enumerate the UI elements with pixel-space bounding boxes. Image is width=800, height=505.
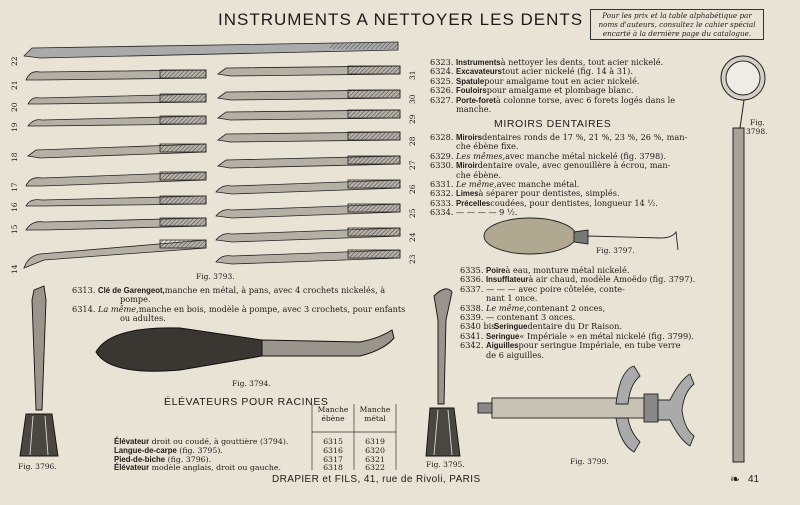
column-header-metal: Manche métal — [359, 405, 391, 423]
instrument-number: 15 — [10, 224, 19, 234]
dental-mirror-3798 — [721, 56, 768, 462]
list-item: 6337. — — — avec poire côtelée, conte- — [460, 283, 625, 294]
elevateurs-list — [114, 438, 288, 473]
instrument-number: 26 — [408, 184, 417, 194]
list-item: 6324. Excavateurs tout acier nickelé (fig. 14 à 31). — [430, 66, 633, 77]
figure-caption-3798-number: 3798. — [746, 127, 768, 136]
miroirs-list — [430, 133, 687, 218]
list-item: 6326. Fouloirs pour amalgame et plombage blanc. — [430, 85, 634, 96]
list-item: 6323. Instruments à nettoyer les dents, tout acier nickelé. — [430, 57, 664, 67]
column-ebene-values: 6315 6316 6317 6318 — [323, 437, 343, 473]
publisher-footer: DRAPIER et FILS, 41, rue de Rivoli, PARIS — [272, 474, 481, 485]
instrument-number: 18 — [10, 152, 19, 162]
list-item: 6325. Spatule pour amalgame tout en acier nickelé. — [430, 75, 640, 86]
list-item: 6327. Porte-foret à colonne torse, avec 6 forets logés dans le — [430, 94, 676, 105]
table-row: Élévateur modèle anglais, droit ou gauche. — [114, 463, 281, 473]
instrument-number: 23 — [408, 254, 417, 264]
instrument-number: 30 — [408, 94, 417, 104]
instrument-number: 22 — [10, 56, 19, 66]
figure-caption-3796: Fig. 3796. — [18, 462, 57, 471]
instrument-number: 19 — [10, 122, 19, 132]
list-item: pompe. — [120, 294, 151, 305]
list-item: 6332. Limes à séparer pour dentistes, simplés. — [430, 188, 620, 199]
list-item: 6338. Le même, contenant 2 onces, — [460, 302, 606, 313]
list-item: che ébène fixe. — [456, 141, 519, 152]
excavators-left — [24, 70, 206, 268]
instrument-number: 14 — [10, 264, 19, 274]
table-row: Élévateur droit ou coudé, à gouttière (3794). — [114, 437, 289, 446]
price-notice: Pour les prix et la table alphabétique par noms d'auteurs, consultez le cahier spécial encarté à la dernière page du catalogue. — [590, 9, 764, 40]
miroirs-heading: MIROIRS DENTAIRES — [494, 118, 612, 130]
instrument-number: 17 — [10, 182, 19, 192]
list-item: 6341. Seringue « Impériale » en métal nickelé (fig. 3799). — [460, 330, 694, 341]
table-row: Langue-de-carpe (fig. 3795). — [114, 445, 223, 455]
garengeot-list — [72, 286, 405, 324]
poire-list — [460, 266, 695, 360]
list-item: 6335. Poire à eau, monture métal nickelé. — [460, 265, 630, 275]
instrument-number: 16 — [10, 202, 19, 212]
syringe-3799 — [478, 366, 694, 452]
page-title: INSTRUMENTS A NETTOYER LES DENTS — [218, 10, 584, 29]
list-item: 6313. Clé de Garengeot, manche en métal, à pans, avec 4 crochets nickelés, à — [72, 285, 386, 295]
figure-caption-3793: Fig. 3793. — [196, 272, 235, 281]
list-item: 6331. Le même, avec manche métal. — [430, 179, 580, 190]
list-item: 6342. Aiguilles pour seringue Impériale, en tube verre — [460, 340, 681, 351]
list-item: de 6 aiguilles. — [486, 349, 545, 360]
elevator-3794 — [96, 328, 394, 371]
column-header-ebene: Manche ébène — [317, 405, 349, 423]
instrument-number: 29 — [408, 114, 417, 124]
ornament-icon: ❧ — [730, 472, 741, 486]
figure-caption-3799: Fig. 3799. — [570, 457, 609, 466]
figure-caption-3798: Fig. — [750, 118, 765, 127]
insufflator-3797 — [484, 218, 678, 254]
list-item-continuation: manche. — [456, 104, 492, 115]
instrument-number: 25 — [408, 208, 417, 218]
figure-caption-3794: Fig. 3794. — [232, 379, 271, 388]
list-item: che ébène. — [456, 169, 501, 180]
table-row: Pied-de-biche (fig. 3796). — [114, 454, 212, 464]
list-item: 6334. — — — — 9 ½. — [430, 207, 518, 218]
instrument-number: 24 — [408, 232, 417, 242]
instrument-number: 28 — [408, 136, 417, 146]
instrument-number: 20 — [10, 102, 19, 112]
list-item: 6328. Miroirs dentaires ronds de 17 %, 21 %, 23 %, 26 %, man- — [430, 132, 688, 142]
column-metal-values: 6319 6320 6321 6322 — [365, 437, 385, 473]
figure-caption-3797: Fig. 3797. — [596, 246, 635, 255]
list-item: ou adultes. — [120, 313, 166, 324]
langue-de-carpe-3795 — [426, 289, 460, 456]
list-item: 6340 bis. Seringue dentaire du Dr Raison. — [460, 321, 622, 332]
list-item: 6336. Insufflateur à air chaud, modèle Amoëdo (fig. 3797). — [460, 274, 696, 285]
instrument-number: 27 — [408, 160, 417, 170]
page-number: 41 — [748, 474, 760, 485]
excavator-long — [24, 42, 398, 58]
list-item: 6333. Précelles coudées, pour dentistes, longueur 14 ½. — [430, 197, 658, 208]
list-item: 6329. Les mêmes, avec manche métal nickelé (fig. 3798). — [430, 150, 666, 161]
elevateurs-heading: ÉLÉVATEURS POUR RACINES — [164, 396, 329, 408]
list-item: 6314. La même, manche en bois, modèle à pompe, avec 3 crochets, pour enfants — [72, 303, 406, 314]
list-item: 6330. Miroir dentaire ovale, avec genouillère à écrou, man- — [430, 160, 671, 171]
list-item: nant 1 once. — [486, 293, 538, 304]
excavators-right — [216, 66, 400, 264]
list-item: 6339. — contenant 3 onces. — [460, 312, 576, 323]
instrument-number: 21 — [10, 80, 19, 90]
pied-de-biche-3796 — [20, 286, 58, 456]
instruments-list — [430, 58, 675, 114]
instrument-number: 31 — [408, 70, 417, 80]
figure-caption-3795: Fig. 3795. — [426, 460, 465, 469]
